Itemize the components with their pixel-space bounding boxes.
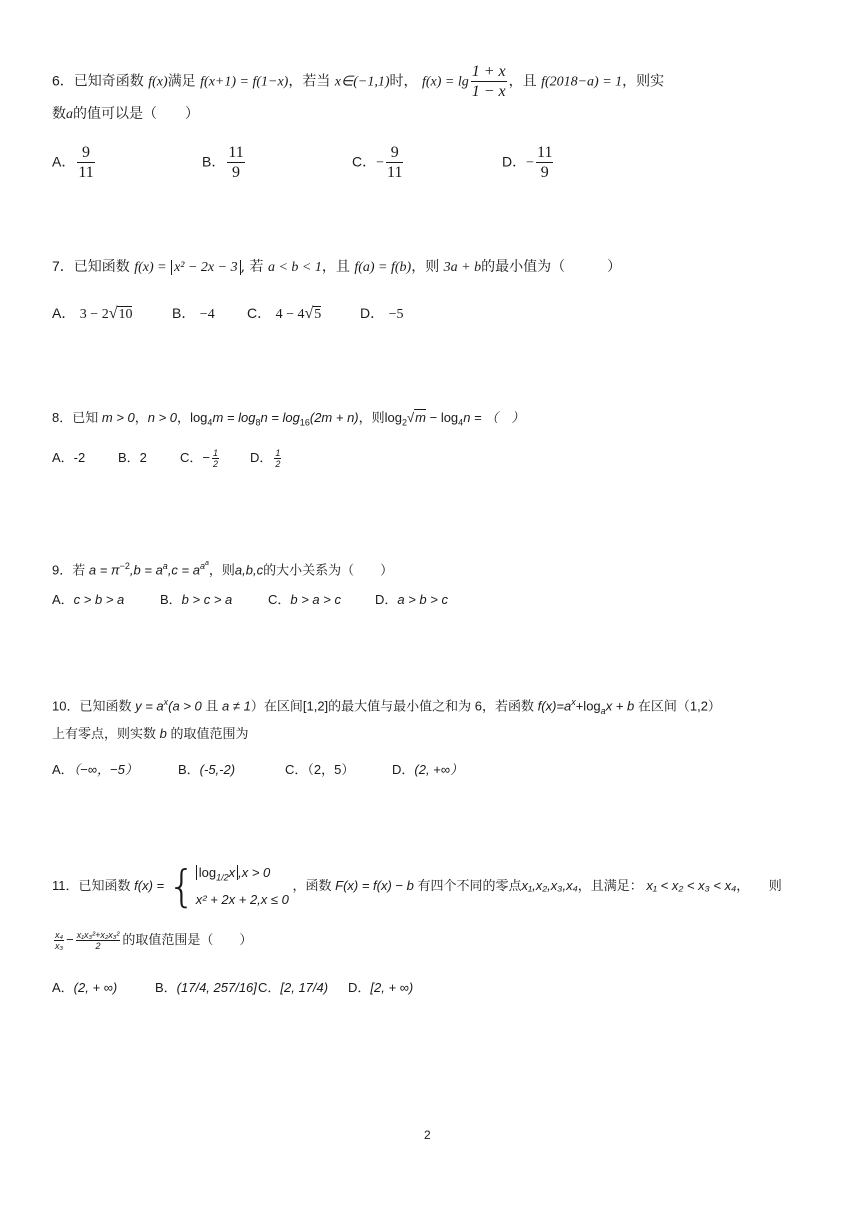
text: 已知函数 bbox=[78, 878, 131, 893]
operator: − bbox=[66, 932, 74, 947]
math-expr: log bbox=[190, 410, 208, 425]
option-value: (-5,-2) bbox=[199, 762, 236, 777]
q7-option-c bbox=[247, 303, 321, 325]
option-value: 2 bbox=[139, 450, 147, 465]
math-var: b bbox=[159, 726, 167, 741]
math-expr: y = a bbox=[135, 698, 164, 714]
q7-option-d bbox=[360, 303, 403, 325]
math-var: x bbox=[228, 865, 236, 881]
denominator: 2 bbox=[95, 941, 101, 952]
q6-option-a bbox=[52, 143, 97, 182]
fraction bbox=[274, 448, 281, 469]
option-value: b > a > c bbox=[290, 592, 341, 607]
math-expr: F(x) = f(x) − b bbox=[335, 878, 414, 893]
option-label: A． bbox=[52, 762, 74, 777]
option-value: c > b > a bbox=[73, 592, 125, 607]
math-expr: f(x) = bbox=[134, 260, 167, 275]
text: ）在区间[1,2]的最大值与最小值之和为 6，若函数 bbox=[250, 698, 534, 714]
numerator: 1 bbox=[275, 448, 281, 459]
math-expr: x₁ < x₂ < x₃ < x₄ bbox=[646, 878, 737, 893]
q10-option-a bbox=[52, 760, 138, 780]
text: ，则 bbox=[411, 259, 440, 275]
numerator: x₁x₃²+x₂x₃² bbox=[76, 930, 120, 941]
left-brace-icon: { bbox=[167, 860, 196, 912]
option-value: b > c > a bbox=[181, 592, 233, 607]
text: , 若 bbox=[240, 259, 264, 275]
q9-option-d bbox=[375, 590, 448, 610]
fraction bbox=[54, 930, 64, 951]
q7-option-b bbox=[172, 303, 215, 325]
math-expr: −5 bbox=[388, 307, 404, 322]
fraction bbox=[471, 62, 507, 101]
question-9-line-1 bbox=[52, 554, 393, 580]
math-expr: f(x+1) = f(1−x) bbox=[200, 74, 289, 90]
option-label: C． bbox=[258, 980, 281, 995]
q11-option-c bbox=[258, 978, 328, 998]
q10-option-c bbox=[285, 760, 354, 780]
text: 满足 bbox=[167, 73, 196, 90]
numerator: 11 bbox=[228, 144, 244, 161]
sign: − bbox=[376, 155, 385, 171]
math-expr: f(x)=a bbox=[537, 698, 572, 714]
option-label: A． bbox=[52, 980, 74, 995]
option-label: D． bbox=[360, 305, 385, 321]
option-value: [2, + ∞) bbox=[370, 980, 414, 995]
exponent: −2 bbox=[119, 561, 130, 571]
math-expr: (2m + n) bbox=[309, 410, 359, 425]
text: 的值可以是（ ） bbox=[73, 106, 199, 122]
math-expr: −4 bbox=[199, 307, 215, 322]
math-expr: 4 − 4 bbox=[275, 307, 305, 322]
q6-option-b bbox=[202, 143, 247, 182]
denominator: 1 − x bbox=[471, 83, 506, 100]
exponent: x bbox=[571, 697, 576, 707]
q11-option-d bbox=[348, 978, 413, 998]
numerator: 1 + x bbox=[471, 63, 506, 80]
text: 的取值范围为 bbox=[170, 726, 249, 741]
text: ， bbox=[177, 410, 191, 425]
math-expr: f(2018−a) = 1 bbox=[541, 74, 623, 90]
denominator: 11 bbox=[78, 164, 94, 181]
text: 已知函数 bbox=[73, 259, 130, 275]
option-label: C． bbox=[247, 305, 272, 321]
math-expr: a < b < 1 bbox=[267, 260, 322, 275]
exponent: a bbox=[162, 561, 168, 571]
q9-option-a bbox=[52, 590, 124, 610]
denominator: 2 bbox=[212, 459, 218, 470]
q6-option-c bbox=[352, 143, 405, 182]
q7-option-a bbox=[52, 303, 132, 325]
math-expr: n > 0 bbox=[147, 410, 178, 425]
sqrt-icon: √ bbox=[304, 305, 314, 322]
numerator: 1 bbox=[212, 448, 218, 459]
question-7-line-1 bbox=[52, 256, 621, 278]
math-expr: 3a + b bbox=[443, 260, 482, 275]
q10-option-d bbox=[392, 760, 463, 780]
log-base: a bbox=[600, 705, 606, 716]
math-expr: a = π bbox=[88, 562, 120, 578]
option-label: C． bbox=[268, 592, 291, 607]
option-label: C． bbox=[352, 153, 377, 170]
text: ， bbox=[134, 410, 148, 425]
option-label: A． bbox=[52, 592, 74, 607]
q8-option-b bbox=[118, 448, 147, 468]
question-6-line-2 bbox=[52, 104, 199, 125]
option-value: （−∞，−5） bbox=[73, 762, 138, 777]
text: 已知函数 bbox=[79, 698, 132, 714]
page-number: 2 bbox=[424, 1128, 431, 1142]
denominator: 9 bbox=[232, 164, 241, 181]
math-expr: (a > 0 bbox=[168, 698, 202, 714]
math-expr: − log bbox=[426, 410, 459, 425]
text: ，且 bbox=[508, 73, 537, 90]
question-number: 10． bbox=[52, 698, 80, 714]
math-expr: ,b = a bbox=[129, 562, 163, 578]
option-label: D． bbox=[348, 980, 371, 995]
denominator: 2 bbox=[275, 459, 281, 470]
math-expr: f(x) bbox=[148, 74, 168, 90]
math-expr: n = （ ） bbox=[463, 410, 525, 425]
option-value: （2，5） bbox=[307, 762, 355, 777]
log-base: 1/2 bbox=[216, 872, 229, 883]
option-label: B． bbox=[202, 153, 226, 170]
math-expr: x + b bbox=[605, 698, 635, 714]
math-expr: f(x) = lg bbox=[421, 74, 469, 90]
math-expr: x∈(−1,1) bbox=[334, 74, 390, 90]
q8-option-c bbox=[180, 448, 221, 469]
piecewise-cases bbox=[196, 862, 289, 911]
denominator: x₃ bbox=[55, 941, 64, 952]
numerator: x₄ bbox=[55, 930, 64, 941]
text: 时， bbox=[389, 73, 418, 90]
text: ，函数 bbox=[292, 878, 332, 893]
sqrt-icon: √ bbox=[407, 410, 415, 425]
exponent: a bbox=[205, 560, 209, 567]
text: 上有零点，则实数 bbox=[52, 726, 157, 741]
q11-option-a bbox=[52, 978, 117, 998]
absolute-value-expr: x² − 2x − 3 bbox=[171, 260, 241, 275]
question-number: 7． bbox=[52, 258, 74, 274]
question-8-line-1 bbox=[52, 408, 524, 433]
text: 有四个不同的零点 bbox=[417, 878, 522, 893]
math-expr: log bbox=[198, 865, 217, 881]
radicand: 5 bbox=[314, 307, 322, 322]
fraction bbox=[386, 143, 403, 182]
option-label: C． bbox=[180, 450, 203, 465]
exponent: a bbox=[199, 561, 205, 571]
math-var: a bbox=[66, 107, 73, 122]
question-number: 9． bbox=[52, 562, 73, 578]
option-label: D． bbox=[392, 762, 415, 777]
q6-option-d bbox=[502, 143, 555, 182]
option-label: D． bbox=[502, 153, 527, 170]
log-base: 8 bbox=[255, 417, 261, 428]
math-expr: +log bbox=[575, 698, 601, 714]
radicand: m bbox=[415, 410, 426, 425]
condition: ,x > 0 bbox=[238, 865, 271, 881]
option-value: [2, 17/4) bbox=[280, 980, 329, 995]
option-label: D． bbox=[250, 450, 273, 465]
question-number: 6． bbox=[52, 72, 74, 89]
case-2: x² + 2x + 2,x ≤ 0 bbox=[195, 891, 289, 907]
option-label: A． bbox=[52, 450, 74, 465]
exponent: x bbox=[163, 697, 169, 707]
question-11-line-2 bbox=[52, 930, 252, 951]
log-base: 4 bbox=[458, 417, 464, 428]
question-number: 11． bbox=[52, 878, 79, 893]
q9-option-c bbox=[268, 590, 341, 610]
option-label: B． bbox=[172, 305, 196, 321]
math-expr: n = log bbox=[260, 410, 300, 425]
text: 在区间（1,2） bbox=[637, 698, 721, 714]
option-value: a > b > c bbox=[397, 592, 448, 607]
fraction bbox=[77, 143, 94, 182]
option-label: A． bbox=[52, 305, 76, 321]
text: 已知奇函数 bbox=[73, 73, 144, 90]
text: 若 bbox=[72, 562, 86, 578]
text: ，则 bbox=[208, 562, 235, 578]
sign: − bbox=[526, 155, 535, 171]
text: ，则log bbox=[358, 410, 402, 425]
fraction bbox=[227, 143, 244, 182]
numerator: 11 bbox=[537, 144, 553, 161]
math-expr: x₁,x₂,x₃,x₄ bbox=[521, 878, 578, 893]
case-1 bbox=[196, 862, 289, 889]
text: ，若当 bbox=[288, 73, 331, 90]
q9-option-b bbox=[160, 590, 232, 610]
q8-option-a bbox=[52, 448, 85, 468]
denominator: 9 bbox=[540, 164, 549, 181]
q8-option-d bbox=[250, 448, 283, 469]
log-base: 4 bbox=[207, 417, 213, 428]
math-expr: f(a) = f(b) bbox=[354, 260, 412, 275]
option-label: B． bbox=[178, 762, 200, 777]
text: 数 bbox=[52, 106, 66, 122]
math-expr: f(x) = bbox=[134, 878, 165, 893]
fraction bbox=[536, 143, 553, 182]
denominator: 11 bbox=[387, 164, 403, 181]
question-number: 8． bbox=[52, 410, 73, 425]
math-expr: m > 0 bbox=[101, 410, 135, 425]
option-label: C． bbox=[285, 762, 308, 777]
question-10-line-1 bbox=[52, 692, 721, 721]
option-label: B． bbox=[160, 592, 182, 607]
math-expr: a,b,c bbox=[234, 562, 264, 578]
sqrt-icon: √ bbox=[108, 305, 118, 322]
fraction bbox=[212, 448, 219, 469]
numerator: 9 bbox=[386, 143, 403, 163]
question-10-line-2 bbox=[52, 724, 249, 744]
text: 的取值范围是（ ） bbox=[122, 932, 253, 947]
radicand: 10 bbox=[118, 307, 133, 322]
text: ， 则 bbox=[736, 878, 782, 893]
text: 的大小关系为（ ） bbox=[263, 562, 394, 578]
text: 且 bbox=[205, 698, 219, 714]
math-expr: ,c = a bbox=[167, 562, 200, 578]
math-expr: m = log bbox=[212, 410, 256, 425]
option-label: B． bbox=[118, 450, 140, 465]
option-value: (2, + ∞) bbox=[73, 980, 118, 995]
question-6-line-1 bbox=[52, 62, 664, 101]
option-value: -2 bbox=[73, 450, 86, 465]
log-base: 16 bbox=[299, 417, 310, 428]
text: 的最小值为（ ） bbox=[481, 259, 622, 275]
option-value: (2, +∞） bbox=[414, 762, 464, 777]
option-value: − bbox=[202, 450, 210, 465]
numerator: 9 bbox=[77, 143, 94, 163]
q10-option-b bbox=[178, 760, 235, 780]
math-expr: 3 − 2 bbox=[79, 307, 109, 322]
math-expr: a ≠ 1 bbox=[222, 698, 251, 714]
question-11-line-1 bbox=[52, 862, 782, 911]
text: 已知 bbox=[72, 410, 99, 425]
option-label: D． bbox=[375, 592, 398, 607]
option-label: B． bbox=[155, 980, 177, 995]
log-base: 2 bbox=[402, 417, 408, 428]
option-value: (17/4, 257/16] bbox=[176, 980, 257, 995]
text: ，且 bbox=[321, 259, 350, 275]
text: ，且满足： bbox=[577, 878, 643, 893]
option-label: A． bbox=[52, 153, 76, 170]
text: ，则实 bbox=[622, 73, 665, 90]
q11-option-b bbox=[155, 978, 257, 998]
fraction bbox=[76, 930, 121, 951]
